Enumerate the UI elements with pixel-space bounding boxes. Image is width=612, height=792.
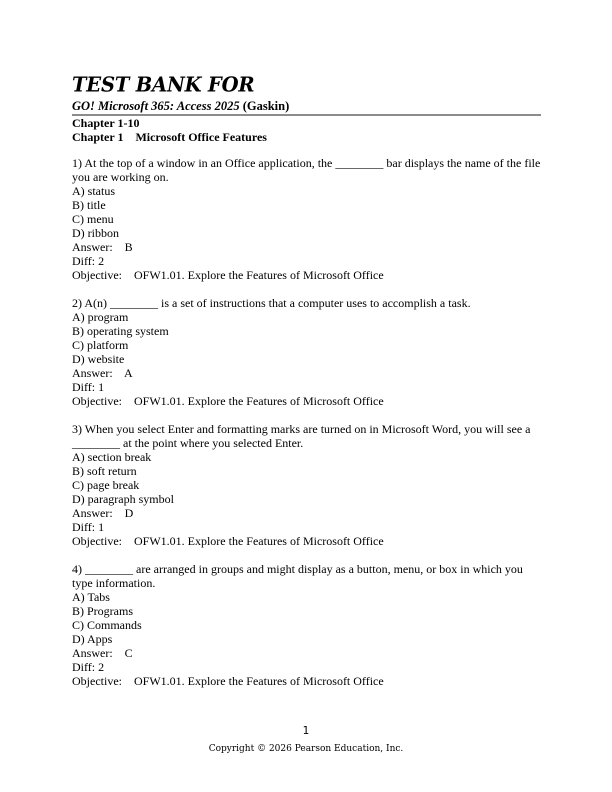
objective: Objective: OFW1.01. Explore the Features of Microsoft Office — [72, 534, 384, 548]
test-bank-heading: TEST BANK FOR — [72, 72, 255, 97]
correct-answer: Answer: D — [72, 506, 134, 520]
header-divider — [72, 114, 541, 116]
chapter-title: Chapter 1 Microsoft Office Features — [72, 130, 267, 144]
answer-option: C) Commands — [72, 618, 142, 632]
answer-option: D) ribbon — [72, 226, 119, 240]
page-number: 1 — [302, 725, 310, 737]
answer-option: A) Tabs — [72, 590, 110, 604]
chapter-range: Chapter 1-10 — [72, 116, 140, 130]
answer-option: C) page break — [72, 478, 140, 492]
question-stem: 1) At the top of a window in an Office application, the ________ bar displays the name of the file you are working on. — [72, 156, 541, 184]
answer-option: D) Apps — [72, 632, 113, 646]
answer-option: B) Programs — [72, 604, 133, 618]
answer-option: D) website — [72, 352, 125, 366]
copyright-notice: Copyright © 2026 Pearson Education, Inc. — [208, 744, 404, 754]
correct-answer: Answer: C — [72, 646, 133, 660]
question-list — [72, 156, 544, 702]
question-item — [72, 296, 544, 408]
book-title — [72, 99, 289, 114]
answer-option: B) operating system — [72, 324, 169, 338]
question-item — [72, 422, 544, 548]
answer-option: B) soft return — [72, 464, 137, 478]
book-author: (Gaskin) — [239, 99, 290, 113]
question-item — [72, 156, 544, 282]
question-stem: 2) A(n) ________ is a set of instructions that a computer uses to accomplish a task. — [72, 296, 471, 310]
objective: Objective: OFW1.01. Explore the Features of Microsoft Office — [72, 674, 384, 688]
difficulty: Diff: 1 — [72, 520, 105, 534]
difficulty: Diff: 2 — [72, 254, 105, 268]
answer-option: D) paragraph symbol — [72, 492, 174, 506]
question-stem: 4) ________ are arranged in groups and might display as a button, menu, or box in which you type information. — [72, 562, 523, 590]
objective: Objective: OFW1.01. Explore the Features of Microsoft Office — [72, 394, 384, 408]
objective: Objective: OFW1.01. Explore the Features of Microsoft Office — [72, 268, 384, 282]
answer-option: A) program — [72, 310, 129, 324]
answer-option: A) section break — [72, 450, 152, 464]
question-item — [72, 562, 544, 688]
difficulty: Diff: 1 — [72, 380, 105, 394]
question-stem: 3) When you select Enter and formatting marks are turned on in Microsoft Word, you will see a ________ at the point where you selected Enter. — [72, 422, 531, 450]
book-title-name: GO! Microsoft 365: Access 2025 — [72, 99, 240, 113]
answer-option: C) platform — [72, 338, 129, 352]
difficulty: Diff: 2 — [72, 660, 105, 674]
correct-answer: Answer: A — [72, 366, 133, 380]
answer-option: B) title — [72, 198, 106, 212]
answer-option: C) menu — [72, 212, 114, 226]
answer-option: A) status — [72, 184, 115, 198]
correct-answer: Answer: B — [72, 240, 133, 254]
